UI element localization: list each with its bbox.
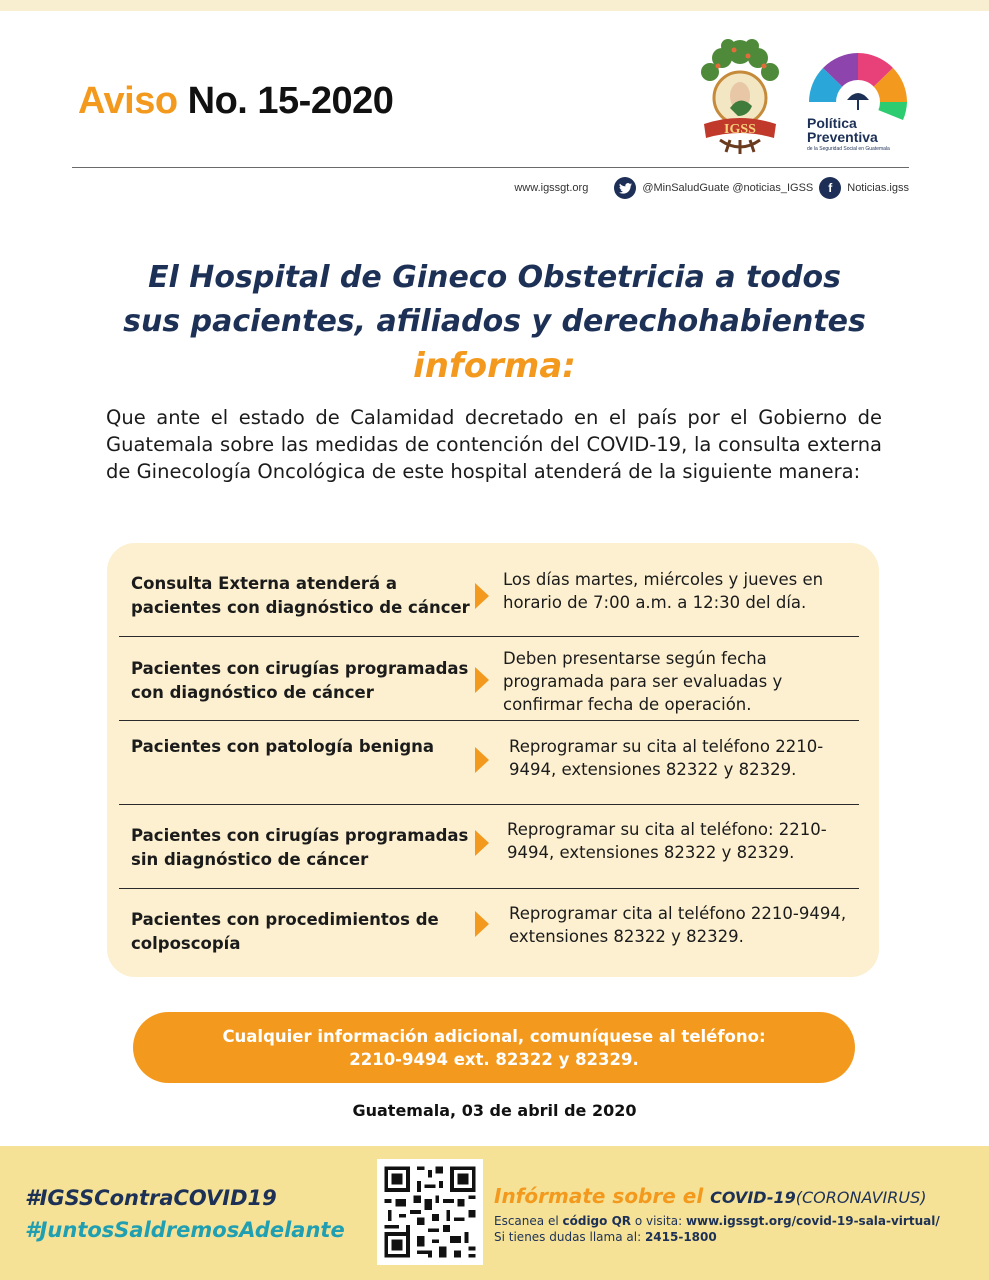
scan-prefix: Escanea el [494,1214,559,1228]
row-condition: Pacientes con patología benigna [131,737,435,756]
pp-logo-line1: Política [807,115,857,131]
contact-line1: Cualquier información adicional, comuníquese al teléfono: [222,1026,766,1046]
arrow-icon [475,583,489,609]
inform-title [494,1184,926,1208]
inform-prefix: Infórmate sobre el [494,1184,704,1208]
schedule-panel [107,543,879,977]
politica-preventiva-logo [803,44,913,154]
row-divider [119,636,859,637]
row-condition: Pacientes con procedimientos de colposcopía [131,910,439,953]
doubts-line [494,1230,717,1244]
notice-number: No. 15-2020 [187,80,394,122]
row-instruction: Reprogramar su cita al teléfono: 2210-9494, extensiones 82322 y 82329. [507,820,827,862]
arrow-icon [475,667,489,693]
row-condition: Pacientes con cirugías programadas sin diagnóstico de cáncer [131,826,469,869]
arrow-icon [475,911,489,937]
contact-banner [133,1012,855,1083]
notice-word: Aviso [78,80,178,122]
headline-line2: sus pacientes, afiliados y derechohabientes [123,304,866,339]
doubts-phone[interactable]: 2415-1800 [644,1230,717,1244]
row-divider [119,720,859,721]
qr-code-icon[interactable] [377,1159,483,1265]
scan-mid: o visita: [634,1214,683,1228]
contact-line2: 2210-9494 ext. 82322 y 82329. [349,1049,639,1069]
row-instruction: Deben presentarse según fecha programada para ser evaluadas y confirmar fecha de operación. [503,649,783,714]
virtual-room-link[interactable]: www.igssgt.org/covid-19-sala-virtual/ [685,1214,940,1228]
website-link[interactable]: www.igssgt.org [514,182,589,194]
top-strip [0,0,989,11]
headline [60,256,929,388]
doubts-prefix: Si tienes dudas llama al: [494,1230,642,1244]
row-divider [119,888,859,889]
row-instruction: Reprogramar su cita al teléfono 2210-9494, extensiones 82322 y 82329. [509,737,824,779]
headline-informa: informa: [413,346,576,386]
inform-coronavirus: (CORONAVIRUS) [795,1188,927,1207]
hashtag-igss: #IGSSContraCOVID19 [25,1186,277,1210]
scan-line [494,1214,940,1228]
scan-qr-label: código QR [562,1214,632,1228]
hashtag-juntos: #JuntosSaldremosAdelante [25,1218,345,1242]
row-instruction: Reprogramar cita al teléfono 2210-9494, extensiones 82322 y 82329. [509,904,847,946]
footer-band [0,1146,989,1280]
facebook-icon: f [819,177,841,199]
igss-logo [690,36,790,156]
arrow-icon [475,830,489,856]
facebook-link[interactable]: Noticias.igss [847,182,909,194]
row-condition: Pacientes con cirugías programadas con diagnóstico de cáncer [131,659,469,702]
headline-line1: El Hospital de Gineco Obstetricia a todos [148,260,841,295]
igss-logo-text: IGSS [724,122,756,137]
header-divider [72,167,909,168]
notice-title [78,80,393,123]
pp-logo-line2: Preventiva [807,129,878,145]
notice-date: Guatemala, 03 de abril de 2020 [352,1101,637,1120]
arrow-icon [475,747,489,773]
row-divider [119,804,859,805]
pp-logo-line3: de la Seguridad Social en Guatemala [807,146,890,152]
inform-covid: COVID-19 [710,1188,796,1207]
social-links [514,177,909,199]
twitter-icon [614,177,636,199]
row-condition: Consulta Externa atenderá a pacientes con diagnóstico de cáncer [131,574,470,617]
intro-paragraph: Que ante el estado de Calamidad decretado en el país por el Gobierno de Guatemala sobre las medidas de contención del COVID-19, la consulta externa de Ginecología Oncológica de este hospital atenderá de la siguiente manera: [106,406,882,483]
twitter-handles[interactable]: @MinSaludGuate @noticias_IGSS [642,182,814,194]
row-instruction: Los días martes, miércoles y jueves en horario de 7:00 a.m. a 12:30 del día. [503,570,824,612]
